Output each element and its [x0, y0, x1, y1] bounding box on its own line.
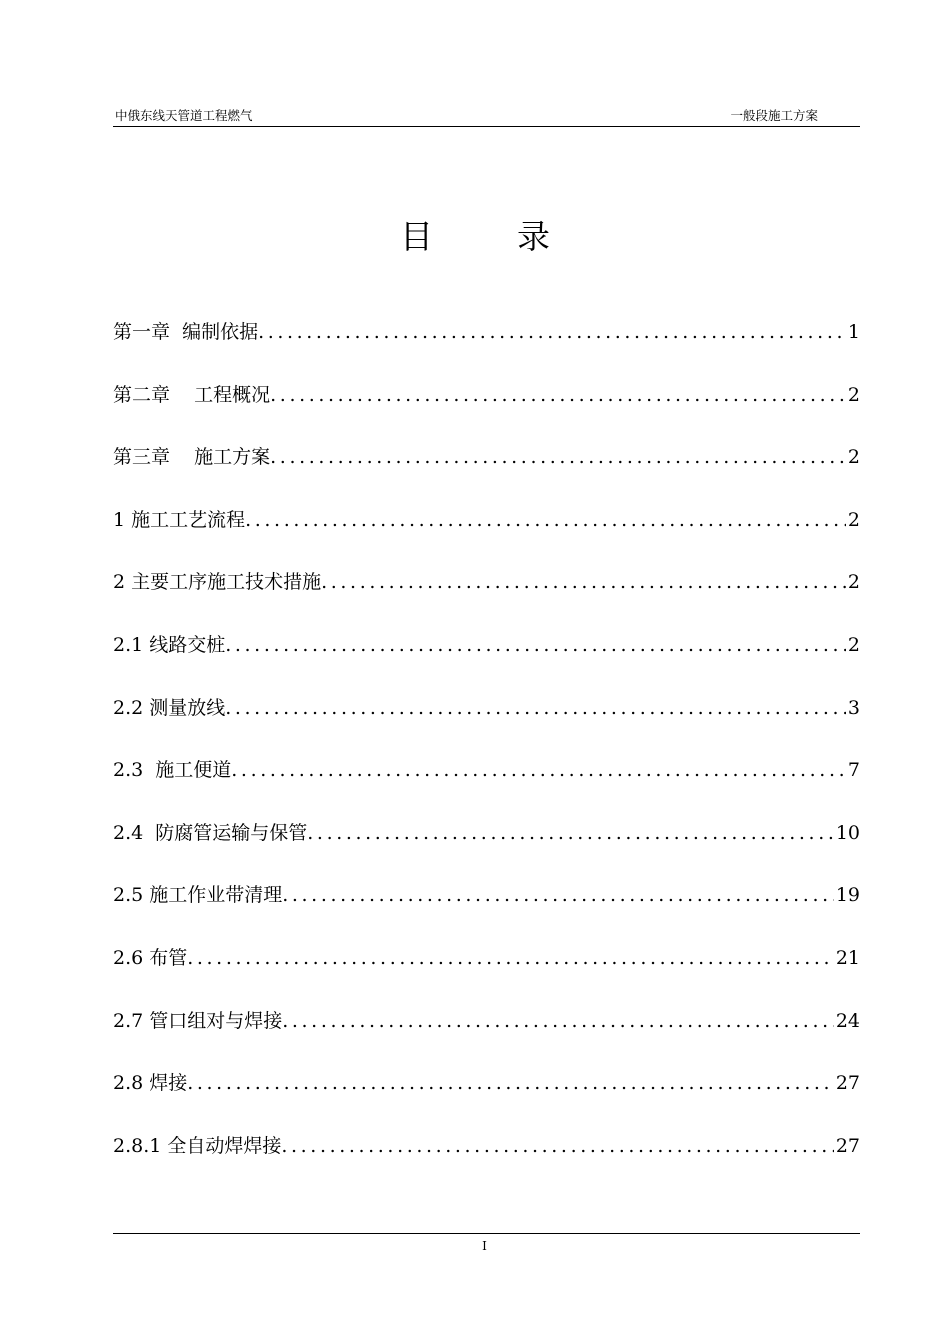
- toc-entry-label: 2.1 线路交桩: [113, 633, 226, 656]
- toc-leader-dots: [282, 873, 834, 917]
- toc-entry[interactable]: [113, 310, 860, 373]
- toc-entry-page: 2: [847, 383, 860, 406]
- toc-entry[interactable]: [113, 999, 860, 1062]
- toc-entry-label: 第三章 施工方案: [113, 446, 271, 469]
- toc-title: 目 录: [400, 217, 550, 256]
- page-footer: [113, 1233, 860, 1253]
- toc-entry-label: 1 施工工艺流程: [113, 508, 246, 531]
- toc-leader-dots: [282, 999, 834, 1043]
- toc-entry-page: 7: [847, 759, 860, 782]
- toc-entry-page: 27: [835, 1134, 860, 1157]
- toc-entry[interactable]: [113, 748, 860, 811]
- footer-page-number: I: [482, 1239, 487, 1253]
- toc-entry-label: 2.3 施工便道: [113, 759, 232, 782]
- toc-entry-page: 10: [835, 821, 860, 844]
- toc-entry[interactable]: [113, 936, 860, 999]
- toc-entry-label: 2.8.1 全自动焊焊接: [113, 1134, 282, 1157]
- toc-entry-page: 1: [847, 321, 860, 343]
- toc-entry[interactable]: [113, 1061, 860, 1124]
- toc-leader-dots: [225, 686, 846, 730]
- table-of-contents: [113, 310, 860, 1186]
- toc-leader-dots: [231, 748, 846, 792]
- toc-entry[interactable]: [113, 811, 860, 874]
- toc-entry-label: 2.7 管口组对与焊接: [113, 1009, 283, 1032]
- toc-entry[interactable]: [113, 686, 860, 749]
- toc-entry-label: 2.5 施工作业带清理: [113, 884, 283, 907]
- toc-entry[interactable]: [113, 1124, 860, 1187]
- toc-entry-label: 2.2 测量放线: [113, 696, 226, 719]
- toc-entry[interactable]: [113, 435, 860, 498]
- toc-entry-page: 24: [835, 1009, 860, 1032]
- toc-leader-dots: [245, 498, 846, 542]
- toc-entry-label: 第一章 编制依据: [113, 321, 259, 343]
- toc-leader-dots: [307, 811, 834, 855]
- toc-entry-page: 27: [835, 1072, 860, 1095]
- toc-leader-dots: [258, 310, 846, 354]
- toc-entry-page: 2: [847, 633, 860, 656]
- toc-leader-dots: [321, 560, 846, 604]
- header-section-title: 一般段施工方案: [730, 108, 818, 123]
- toc-leader-dots: [187, 1061, 834, 1105]
- toc-entry-label: 第二章 工程概况: [113, 383, 271, 406]
- toc-entry-page: 3: [847, 696, 860, 719]
- toc-entry-page: 2: [847, 571, 860, 594]
- toc-entry-page: 21: [835, 946, 860, 969]
- toc-entry-page: 2: [847, 508, 860, 531]
- toc-leader-dots: [281, 1124, 833, 1168]
- toc-entry[interactable]: [113, 560, 860, 623]
- toc-entry-label: 2.6 布管: [113, 946, 188, 969]
- toc-leader-dots: [225, 623, 846, 667]
- toc-entry[interactable]: [113, 498, 860, 561]
- toc-entry-label: 2.8 焊接: [113, 1072, 188, 1095]
- toc-entry-page: 2: [847, 446, 860, 469]
- toc-entry[interactable]: [113, 873, 860, 936]
- toc-entry[interactable]: [113, 623, 860, 686]
- toc-entry-label: 2 主要工序施工技术措施: [113, 571, 322, 594]
- toc-leader-dots: [187, 936, 834, 980]
- toc-leader-dots: [270, 435, 846, 479]
- header-document-title: 中俄东线天管道工程燃气: [115, 108, 253, 123]
- page-header: [113, 106, 860, 127]
- toc-entry-page: 19: [835, 884, 860, 907]
- toc-entry-label: 2.4 防腐管运输与保管: [113, 821, 308, 844]
- toc-leader-dots: [270, 373, 846, 417]
- toc-entry[interactable]: [113, 373, 860, 436]
